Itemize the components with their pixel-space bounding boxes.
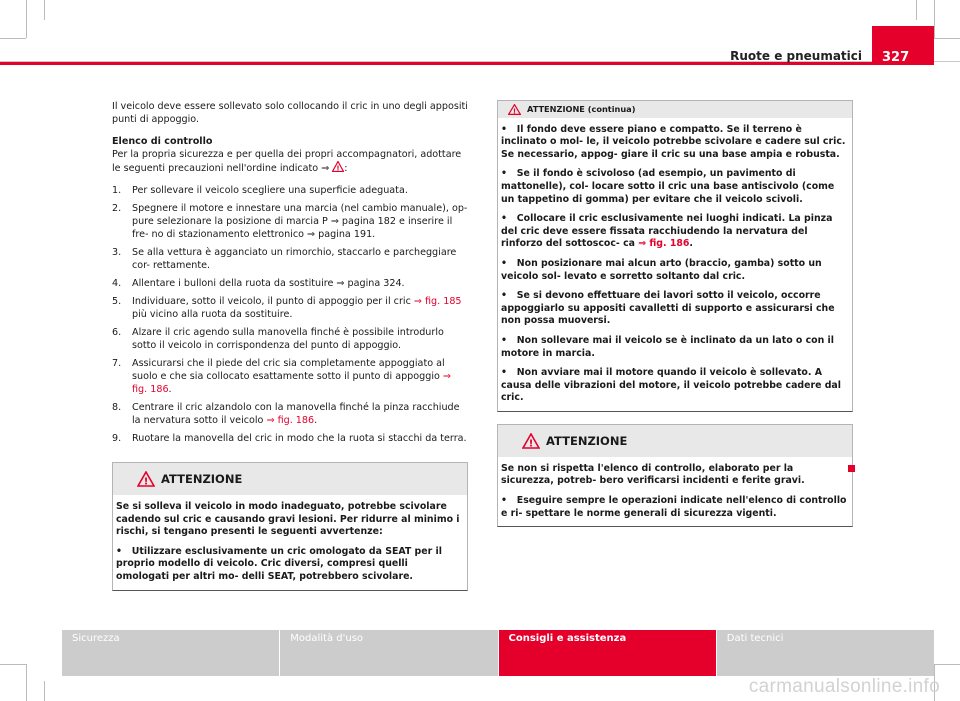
figure-link[interactable]: ⇒ fig. 186 <box>638 238 690 250</box>
warning-triangle-icon <box>137 471 155 487</box>
crop-mark <box>916 0 917 20</box>
crop-mark <box>934 38 960 39</box>
warning-header <box>498 425 852 457</box>
warning-intro: Se non si rispetta l'elenco di controllo, elaborato per la sicurezza, potreb- bero verificarsi incidenti e ferite gravi. <box>501 462 805 487</box>
warning-title: ATTENZIONE (continua) <box>527 104 636 114</box>
warning-bullet: • Collocare il cric esclusivamente nei luoghi indicati. La pinza del cric deve essere fissata racchiudendo la nervatura del rinforzo del sottoscoc- ca ⇒ fig. 186. <box>501 213 833 250</box>
crop-mark <box>26 664 27 701</box>
section-title: Ruote e pneumatici <box>730 49 862 63</box>
warning-bullet: • Il fondo deve essere piano e compatto. Se il terreno è inclinato o mol- le, il veicolo potrebbe scivolare e cadere sul cric. Se necessario, appog- giare il cric su una base ampia e robusta. <box>501 123 846 160</box>
tab-consigli-assistenza[interactable]: Consigli e assistenza <box>499 630 716 676</box>
warning-bullet: • Se si devono effettuare dei lavori sotto il veicolo, occorre appoggiarlo su appositi cavalletti di supporto e assicurarsi che non possa muoversi. <box>501 290 835 327</box>
warning-bullet: • Eseguire sempre le operazioni indicate nell'elenco di controllo e ri- spettare le norme generali di sicurezza vigenti. <box>501 495 847 519</box>
watermark: carmanualsonline.info <box>748 676 940 697</box>
list-item: 8. Centrare il cric alzandolo con la manovella finché la pinza racchiude la nervatura sotto il veicolo ⇒ fig. 186. <box>112 402 460 426</box>
tab-sicurezza[interactable]: Sicurezza <box>62 630 279 676</box>
left-column <box>112 100 468 591</box>
list-item: 1. Per sollevare il veicolo scegliere una superficie adeguata. <box>112 185 408 196</box>
crop-mark <box>44 0 45 20</box>
warning-box-continued <box>497 100 853 412</box>
warning-bullet: • Non posizionare mai alcun arto (braccio, gamba) sotto un veicolo sol- levato e sorretto soltanto dal cric. <box>501 257 822 282</box>
warning-body <box>113 495 467 590</box>
crop-mark <box>44 681 45 701</box>
warning-box <box>497 424 853 527</box>
warning-title: ATTENZIONE <box>546 433 628 448</box>
warning-intro: Se si solleva il veicolo in modo inadeguato, potrebbe scivolare cadendo sul cric e causando gravi lesioni. Per ridurre al minimo i rischi, si tengano presenti le seguenti avvertenze: <box>116 501 460 538</box>
warning-header <box>498 101 852 118</box>
right-column <box>497 100 853 527</box>
list-item: 4. Allentare i bulloni della ruota da sostituire ⇒ pagina 324. <box>112 278 405 289</box>
svg-text:!: ! <box>336 164 340 172</box>
warning-bullet: • Utilizzare esclusivamente un cric omologato da SEAT per il proprio modello di veicolo. Cric diversi, compresi quelli omologati per altri mo- delli SEAT, potrebbero scivolare. <box>116 545 442 582</box>
warning-bullet: • Non sollevare mai il veicolo se è inclinato da un lato o con il motore in marcia. <box>501 334 834 359</box>
intro-paragraph: Il veicolo deve essere sollevato solo collocando il cric in uno degli appositi punti di appoggio. <box>112 101 468 125</box>
list-item: 6. Alzare il cric agendo sulla manovella finché è possibile introdurlo sotto il veicolo in corrispondenza del punto di appoggio. <box>112 327 444 351</box>
warning-body <box>498 457 852 526</box>
crop-mark <box>0 38 26 39</box>
checklist-intro: Per la propria sicurezza e per quella dei propri accompagnatori, adottare le seguenti precauzioni nell'ordine indicato ⇒ ! : <box>112 149 462 174</box>
warning-body <box>498 118 852 411</box>
svg-text:!: ! <box>143 476 149 487</box>
warning-bullet: • Se il fondo è scivoloso (ad esempio, un pavimento di mattonelle), col- locare sotto il cric una base antiscivolo (come un tappetino di gomma) per evitare che il veicolo scivoli. <box>501 168 835 205</box>
list-item: 9. Ruotare la manovella del cric in modo che la ruota si stacchi da terra. <box>112 433 467 444</box>
warning-triangle-icon <box>522 433 540 449</box>
checklist-title: Elenco di controllo <box>112 136 213 147</box>
figure-link[interactable]: ⇒ fig. 185 <box>413 296 462 307</box>
tab-modalita-uso[interactable]: Modalità d'uso <box>280 630 497 676</box>
tab-dati-tecnici[interactable]: Dati tecnici <box>717 630 934 676</box>
warning-triangle-icon <box>508 104 521 115</box>
list-item: 7. Assicurarsi che il piede del cric sia completamente appoggiato al suolo e che sia collocato esattamente sotto il punto di appoggio ⇒ fig. 186. <box>112 358 451 395</box>
section-end-marker <box>848 465 855 472</box>
crop-mark <box>26 0 27 38</box>
crop-mark <box>934 664 960 665</box>
warning-box <box>112 462 468 591</box>
warning-triangle-icon <box>332 161 344 172</box>
list-item: 2. Spegnere il motore e innestare una marcia (nel cambio manuale), op- pure selezionare la posizione di marcia P ⇒ pagina 182 e inserire il fre- no di stazionamento elettronico ⇒ pagina 191. <box>112 203 468 240</box>
warning-header <box>113 463 467 495</box>
list-item: 5. Individuare, sotto il veicolo, il punto di appoggio per il cric ⇒ fig. 185 più vicino alla ruota da sostituire. <box>112 296 462 320</box>
warning-title: ATTENZIONE <box>161 471 243 486</box>
page-number: 327 <box>872 26 934 65</box>
crop-mark <box>934 0 935 38</box>
figure-link[interactable]: ⇒ fig. 186 <box>132 371 451 395</box>
warning-bullet: • Non avviare mai il motore quando il veicolo è sollevato. A causa delle vibrazioni del motore, il veicolo potrebbe cadere dal cric. <box>501 367 841 404</box>
crop-mark <box>0 664 26 665</box>
svg-text:!: ! <box>528 438 534 449</box>
list-item: 3. Se alla vettura è agganciato un rimorchio, staccarlo e parcheggiare cor- rettamente. <box>112 247 457 271</box>
checklist-steps <box>112 184 468 445</box>
svg-text:!: ! <box>512 107 517 115</box>
footer-tabs <box>62 630 934 676</box>
figure-link[interactable]: ⇒ fig. 186 <box>266 415 315 426</box>
